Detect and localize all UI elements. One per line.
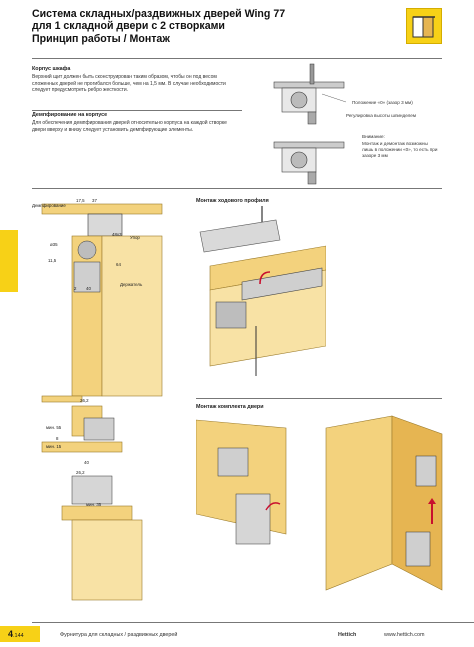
door-kit-title: Монтаж комплекта двери [196, 404, 264, 410]
dim-min-35: мин. 35 [86, 502, 102, 507]
attention-title: Внимание: [362, 134, 385, 139]
carcass-heading: Корпус шкафа [32, 66, 71, 72]
dim-min-15: мин. 15 [46, 444, 62, 449]
page-number-main: 4 [8, 629, 14, 639]
title-line-1: Система складных/раздвижных дверей Wing 77 [32, 8, 286, 20]
runner-detail-diagram [262, 62, 352, 192]
dim-40: 40 [86, 286, 91, 291]
dim-11-5: 11,5 [48, 258, 57, 263]
footer-url[interactable]: www.hettich.com [384, 632, 425, 638]
chapter-tab [0, 230, 18, 292]
product-icon [406, 8, 442, 44]
dim-37: 37 [92, 198, 97, 203]
footer-rule [32, 622, 474, 623]
title-line-3: Принцип работы / Монтаж [32, 32, 170, 45]
dim-holder: Держатель [120, 282, 143, 287]
dim-stop: Упор [130, 235, 140, 240]
mid-rule [32, 188, 442, 189]
page-number-sub: .144 [13, 633, 24, 639]
dim-64: 64 [116, 262, 121, 267]
dim-26-2-b: 26,2 [76, 470, 85, 475]
carcass-text: Верхний щит должен быть сконструирован таким образом, чтобы он под весом сложенных дверей не прогибался больше, чем на 1,5 мм. В случае необходимости следует предусмотреть ребро жесткости. [32, 74, 226, 94]
dim-dia-35: ø35 [50, 242, 58, 247]
spindle-label: Регулировка высоты шпинделем [346, 113, 417, 118]
page-number [0, 626, 40, 642]
dim-48x3: 48х3 [112, 232, 122, 237]
damping-text: Для обеспечения демпфирования дверей относительно корпуса на каждой створке двери вверху и внизу следует установить демпфирующие элементы. [32, 120, 227, 133]
page-title [32, 8, 362, 45]
position-zero-label: Положение «0» (зазор 3 мм) [352, 100, 413, 105]
dim-8: 8 [56, 436, 59, 441]
damping-label: Демпфирование [32, 203, 66, 208]
dim-min-55: мин. 55 [46, 425, 62, 430]
dim-17-5: 17,5 [76, 198, 85, 203]
title-line-2: для 1 складной двери с 2 створками [32, 20, 225, 33]
door-kit-diagram [196, 414, 446, 610]
dim-2: 2 [74, 286, 77, 291]
runner-mount-title: Монтаж ходового профиля [196, 198, 269, 204]
footer-text: Фурнитура для складных / раздвижных дверей [60, 632, 178, 638]
footer-brand: Hettich [338, 632, 357, 638]
damping-heading: Демпфирование на корпусе [32, 112, 108, 118]
runner-mount-diagram [196, 206, 326, 386]
header-rule [32, 58, 442, 59]
dim-26-2: 26,2 [80, 398, 89, 403]
lower-rule [196, 398, 442, 399]
attention-text: Монтаж и демонтаж возможны лишь в положении «0», то есть при зазоре 3 мм [362, 141, 438, 158]
section-rule [32, 110, 242, 111]
dim-40-b: 40 [84, 460, 89, 465]
